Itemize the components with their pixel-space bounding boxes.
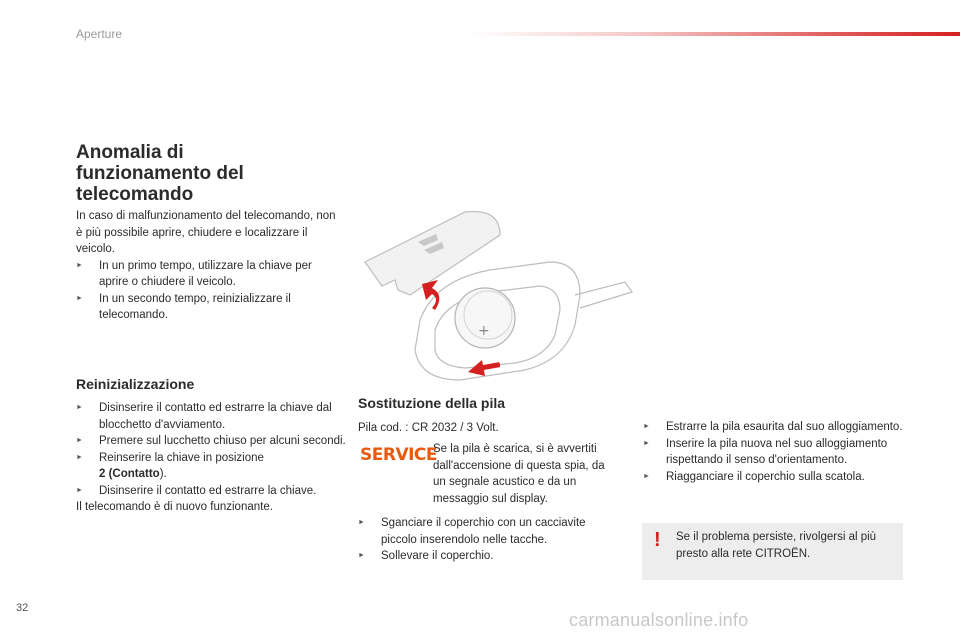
contact-position-label: 2 (Contatto (99, 468, 160, 480)
watermark: carmanualsonline.info (569, 610, 749, 630)
page-number: 32 (16, 602, 29, 614)
service-warning-text: Se la pila è scarica, si è avvertiti dall'accensione di questa spia, da un segnale acustico e da un messaggio sul display. (433, 443, 605, 505)
page-title (76, 142, 336, 205)
reinit-heading: Reinizializzazione (76, 376, 195, 392)
reinit-bullet (76, 450, 346, 483)
intro-section (76, 208, 341, 324)
insert-arrow-icon (468, 360, 500, 376)
header-section-label: Aperture (76, 27, 123, 41)
contact-position-suffix: ). (159, 468, 167, 480)
battery-step: ► Riagganciare il coperchio sulla scatola. (643, 469, 913, 486)
battery-steps-right (643, 419, 913, 485)
battery-heading: Sostituzione della pila (358, 395, 506, 411)
battery-code: Pila cod. : CR 2032 / 3 Volt. (358, 422, 499, 434)
battery-step: ► Sganciare il coperchio con un cacciavite piccolo inserendolo nelle tacche. (358, 515, 608, 548)
intro-bullet: ► In un secondo tempo, reinizializzare il telecomando. (76, 291, 341, 324)
battery-step: ► Inserire la pila nuova nel suo alloggiamento rispettando il senso d'orientamento. (643, 436, 913, 469)
intro-paragraph: In caso di malfunzionamento del telecomando, non è più possibile aprire, chiudere e localizzare il veicolo. (76, 210, 336, 255)
reinit-bullet: ► Premere sul lucchetto chiuso per alcuni secondi. (76, 433, 346, 450)
warning-box (642, 523, 903, 580)
battery-steps-left (358, 515, 608, 565)
key-blade (575, 282, 632, 308)
intro-bullet: ► In un primo tempo, utilizzare la chiave per aprire o chiudere il veicolo. (76, 258, 341, 291)
warning-text: Se il problema persiste, rivolgersi al più presto alla rete CITROËN. (676, 531, 877, 560)
battery-step: ► Sollevare il coperchio. (358, 548, 608, 565)
reinit-footer: Il telecomando è di nuovo funzionante. (76, 501, 273, 513)
key-battery-illustration (340, 200, 640, 390)
reinit-bullet: ► Disinserire il contatto ed estrarre la chiave dal blocchetto d'avviamento. (76, 400, 346, 433)
lift-arrow-icon (422, 280, 439, 310)
battery-step: ► Estrarre la pila esaurita dal suo alloggiamento. (643, 419, 913, 436)
reinit-section (76, 400, 346, 516)
title-line: funzionamento del (76, 163, 244, 184)
header-accent-line (470, 32, 960, 36)
title-line: telecomando (76, 184, 194, 205)
reinit-bullet-text: Reinserire la chiave in posizione (99, 451, 264, 464)
service-warning-icon: SERVICE (360, 445, 438, 465)
title-line: Anomalia di (76, 142, 184, 163)
battery-plus-symbol: + (478, 323, 490, 339)
warning-exclamation-icon: ! (654, 529, 661, 551)
reinit-bullet: ► Disinserire il contatto ed estrarre la chiave. (76, 483, 346, 500)
